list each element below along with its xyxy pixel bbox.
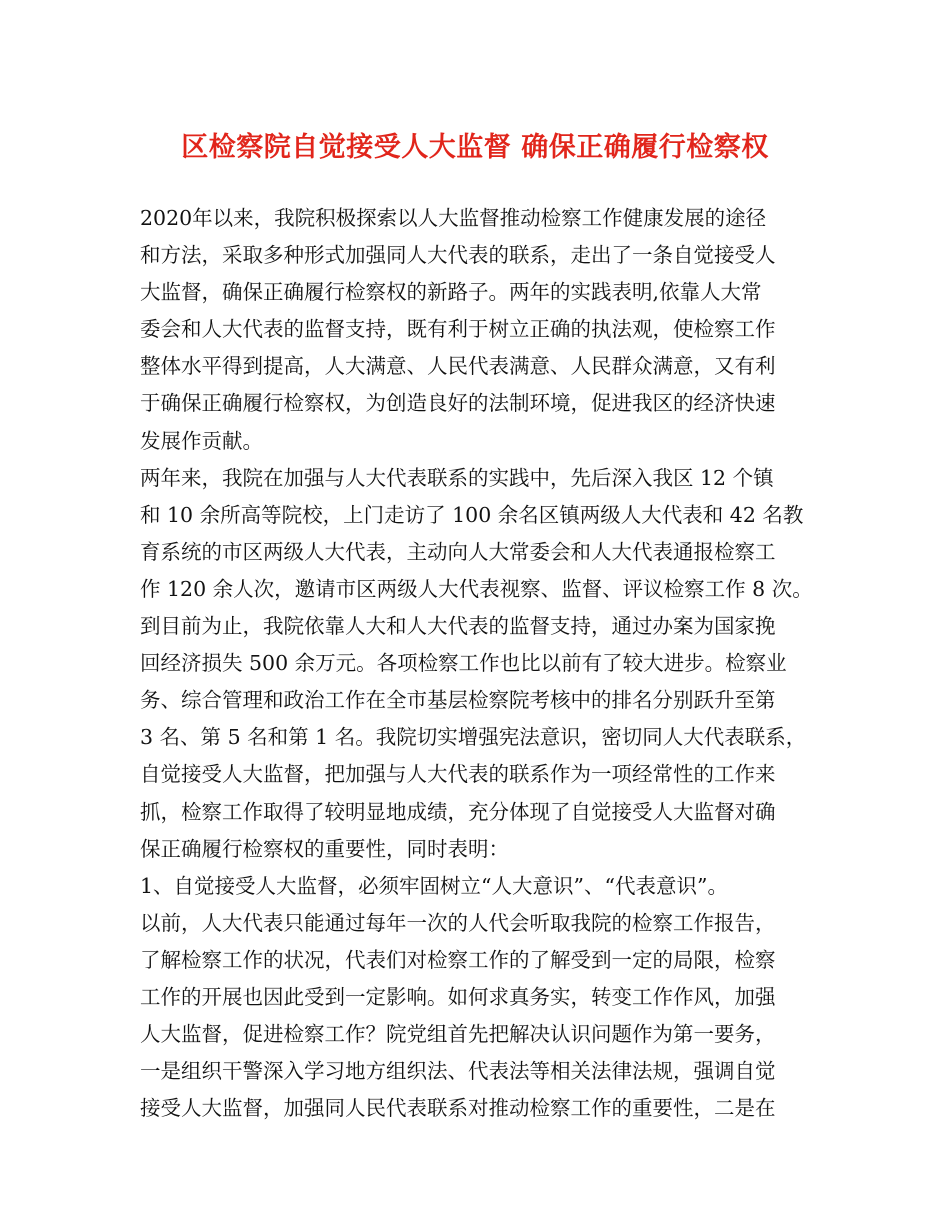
body-text-line: 1、自觉接受人大监督，必须牢固树立“人大意识”、“代表意识”。 [140, 873, 728, 898]
body-text-line: 2020年以来，我院积极探索以人大监督推动检察工作健康发展的途径 [140, 206, 767, 230]
body-text-line: 了解检察工作的状况，代表们对检察工作的了解受到一定的局限，检察 [140, 947, 776, 972]
body-text-line: 委会和人大代表的监督支持，既有利于树立正确的执法观，使检察工作 [140, 317, 776, 342]
body-text-line: 3 名、第 5 名和第 1 名。我院切实增强宪法意识，密切同人大代表联系， [140, 725, 807, 750]
body-text-line: 工作的开展也因此受到一定影响。如何求真务实，转变工作作风，加强 [140, 984, 776, 1009]
body-text-line: 人大监督，促进检察工作？院党组首先把解决认识问题作为第一要务， [140, 1022, 776, 1047]
body-text-line: 整体水平得到提高，人大满意、人民代表满意、人民群众满意，又有利 [140, 354, 776, 379]
body-text-line: 抓，检察工作取得了较明显地成绩，充分体现了自觉接受人大监督对确 [140, 799, 776, 824]
document-body [140, 200, 830, 1127]
body-text-line: 于确保正确履行检察权，为创造良好的法制环境，促进我区的经济快速 [140, 391, 776, 416]
body-text-line: 和方法，采取多种形式加强同人大代表的联系，走出了一条自觉接受人 [140, 243, 776, 268]
body-text-line: 务、综合管理和政治工作在全市基层检察院考核中的排名分别跃升至第 [140, 688, 776, 713]
body-text-line: 到目前为止，我院依靠人大和人大代表的监督支持，通过办案为国家挽 [140, 614, 776, 639]
body-text-line: 接受人大监督，加强同人民代表联系对推动检察工作的重要性，二是在 [140, 1096, 776, 1121]
document-title: 区检察院自觉接受人大监督 确保正确履行检察权 [181, 132, 769, 163]
body-text-line: 两年来，我院在加强与人大代表联系的实践中，先后深入我区 12 个镇 [140, 465, 774, 490]
body-text-line: 和 10 余所高等院校，上门走访了 100 余名区镇两级人大代表和 42 名教 [140, 502, 804, 527]
body-text-line: 发展作贡献。 [140, 428, 263, 453]
body-text-line: 育系统的市区两级人大代表，主动向人大常委会和人大代表通报检察工 [140, 539, 776, 564]
body-text-line: 回经济损失 500 余万元。各项检察工作也比以前有了较大进步。检察业 [140, 651, 787, 676]
body-text-line: 自觉接受人大监督，把加强与人大代表的联系作为一项经常性的工作来 [140, 762, 776, 787]
body-text-line: 一是组织干警深入学习地方组织法、代表法等相关法律法规，强调自觉 [140, 1059, 776, 1084]
body-text-line: 以前，人大代表只能通过每年一次的人代会听取我院的检察工作报告， [140, 910, 776, 935]
body-text-line: 大监督，确保正确履行检察权的新路子。两年的实践表明,依靠人大常 [140, 280, 762, 305]
body-text-line: 作 120 余人次，邀请市区两级人大代表视察、监督、评议检察工作 8 次。 [140, 576, 813, 601]
body-text-line: 保正确履行检察权的重要性，同时表明： [140, 836, 509, 861]
